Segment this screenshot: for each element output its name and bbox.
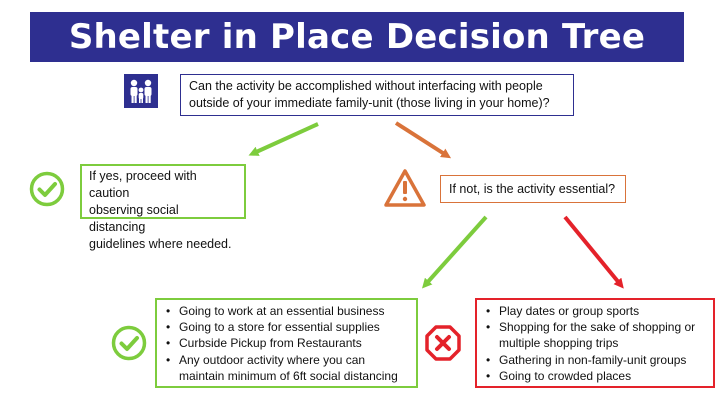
question-1-line-2: outside of your immediate family-unit (those living in your home)? <box>189 96 550 110</box>
warning-triangle-icon <box>383 168 427 213</box>
yes-line-3: guidelines where needed. <box>89 237 232 251</box>
list-item: • Gathering in non-family-unit groups <box>485 352 707 368</box>
list-item: • Shopping for the sake of shopping or <box>485 319 707 335</box>
question-1-line-1: Can the activity be accomplished without interfacing with people <box>189 79 543 93</box>
yes-line-1: If yes, proceed with caution <box>89 169 197 200</box>
yes-line-2: observing social distancing <box>89 203 179 234</box>
non-essential-list <box>485 303 707 384</box>
arrow-non-essential <box>565 217 620 284</box>
stop-x-icon <box>424 324 462 367</box>
arrow-yes <box>254 124 318 153</box>
page-title: Shelter in Place Decision Tree <box>68 17 646 57</box>
list-item: • Any outdoor activity where you can maintain minimum of 6ft social distancing <box>165 352 410 384</box>
list-item: • Curbside Pickup from Restaurants <box>165 335 410 351</box>
check-circle-icon <box>111 325 147 366</box>
list-item: • Going to a store for essential supplies <box>165 319 410 335</box>
list-item: • Play dates or group sports <box>485 303 707 319</box>
question-2-box <box>440 175 626 203</box>
essential-list <box>165 303 410 384</box>
list-item: • Going to work at an essential business <box>165 303 410 319</box>
list-item-continuation: multiple shopping trips <box>499 336 619 351</box>
non-essential-activities-box <box>475 298 715 388</box>
yes-result-box <box>80 164 246 251</box>
arrow-essential <box>426 217 486 284</box>
list-item: • Going to crowded places <box>485 368 707 384</box>
essential-activities-box <box>155 298 418 388</box>
check-circle-icon <box>29 171 65 212</box>
arrow-no <box>396 123 446 155</box>
question-2-text: If not, is the activity essential? <box>449 182 616 196</box>
